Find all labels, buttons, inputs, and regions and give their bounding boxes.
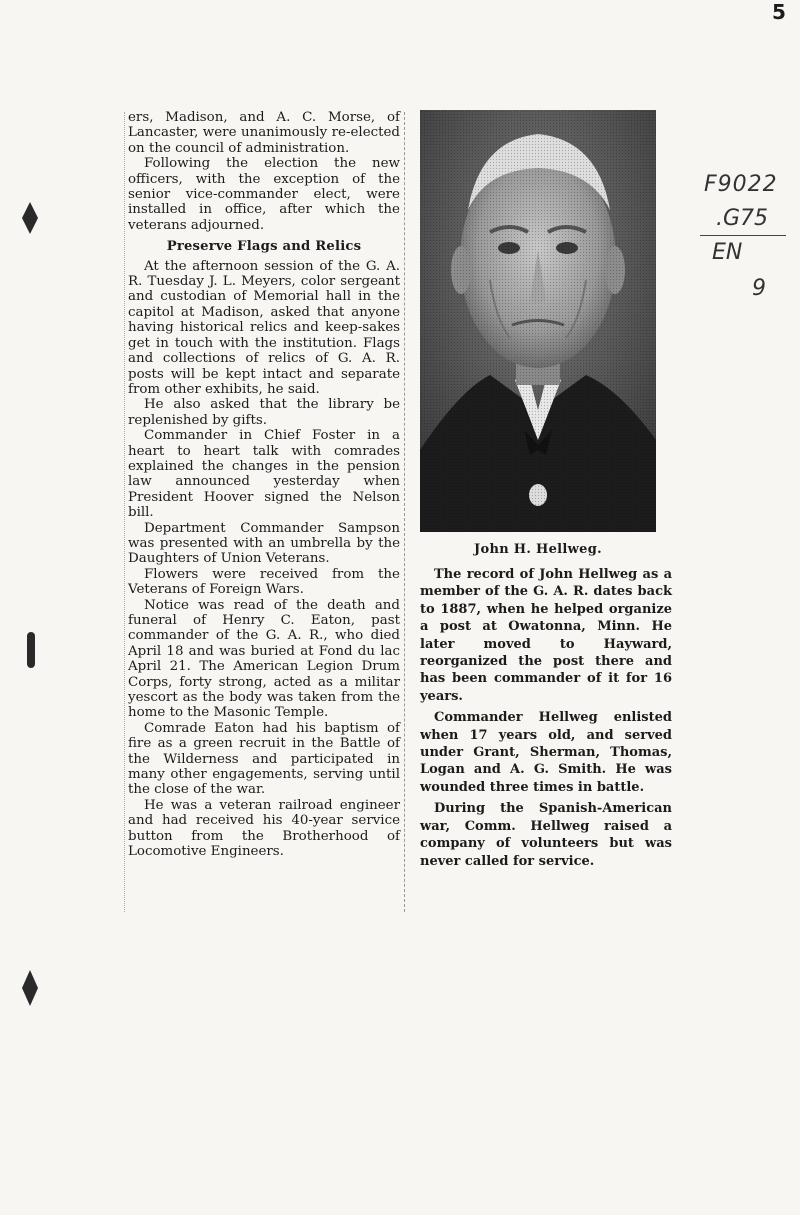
subheading: Preserve Flags and Relics (166, 239, 362, 255)
article-paragraph: At the afternoon session of the G. A. R. Tuesday J. L. Meyers, color sergeant and custodian of Memorial hall in the capitol at Madison, asked that anyone having historical relics and keep-sakes get in touch with the institution. Flags and collections of relics of G. A. R. posts will be kept intact and separate from other exhibits, he said. (128, 258, 400, 397)
article-paragraph: Notice was read of the death and funeral of Henry C. Eaton, past commander of the G. A. R., who died April 18 and was buried at Fond du lac April 21. The American Legion Drum Corps, forty strong, acted as a militar yescort as the body was taken from the home to the Masonic Temple. (128, 597, 400, 721)
page-number: 5 (772, 0, 786, 24)
article-paragraph: He was a veteran railroad engineer and had received his 40-year service button from the Brotherhood of Locomotive Engineers. (128, 797, 400, 860)
column-divider (404, 112, 406, 912)
left-article-column (128, 110, 400, 860)
handwritten-number: 9 (752, 276, 766, 301)
article-paragraph: The record of John Hellweg as a member of the G. A. R. dates back to 1887, when he helped organize a post at Owatonna, Minn. He later moved to Hayward, reorganized the post there and has been commander of it for 16 years. (420, 567, 672, 704)
punch-hole-mark (18, 200, 42, 236)
handwritten-call-number: F9022 (704, 172, 778, 197)
article-paragraph: Commander Hellweg enlisted when 17 years old, and served under Grant, Sherman, Thomas, Logan and A. G. Smith. He was wounded three times in battle. (420, 710, 672, 795)
article-paragraph: Flowers were received from the Veterans of Foreign Wars. (128, 566, 400, 598)
handwritten-underline (700, 235, 786, 236)
portrait-image (420, 110, 656, 532)
article-paragraph: He also asked that the library be replenished by gifts. (128, 397, 400, 428)
article-paragraph: Department Commander Sampson was presented with an umbrella by the Daughters of Union Veterans. (128, 520, 400, 567)
photo-caption: John H. Hellweg. (474, 542, 602, 557)
article-paragraph: ers, Madison, and A. C. Morse, of Lancaster, were unanimously re-elected on the council of administration. (128, 110, 400, 156)
left-column-rule (124, 112, 126, 912)
portrait-photo (420, 110, 656, 532)
handwritten-code: EN (712, 240, 743, 265)
punch-hole-mark (18, 968, 42, 1008)
article-paragraph: Following the election the new officers, with the exception of the senior vice-commander elect, were installed in office, after which the veterans adjourned. (128, 156, 400, 233)
article-paragraph: Commander in Chief Foster in a heart to heart talk with comrades explained the changes in the pension law announced yesterday when President Hoover signed the Nelson bill. (128, 428, 400, 521)
article-paragraph: During the Spanish-American war, Comm. Hellweg raised a company of volunteers but was never called for service. (420, 801, 672, 869)
right-article-column (420, 566, 672, 874)
punch-hole-mark (22, 630, 40, 670)
article-paragraph: Comrade Eaton had his baptism of fire as a green recruit in the Battle of the Wilderness and participated in many other engagements, serving until the close of the war. (128, 720, 400, 798)
handwritten-cutter: .G75 (716, 206, 769, 231)
